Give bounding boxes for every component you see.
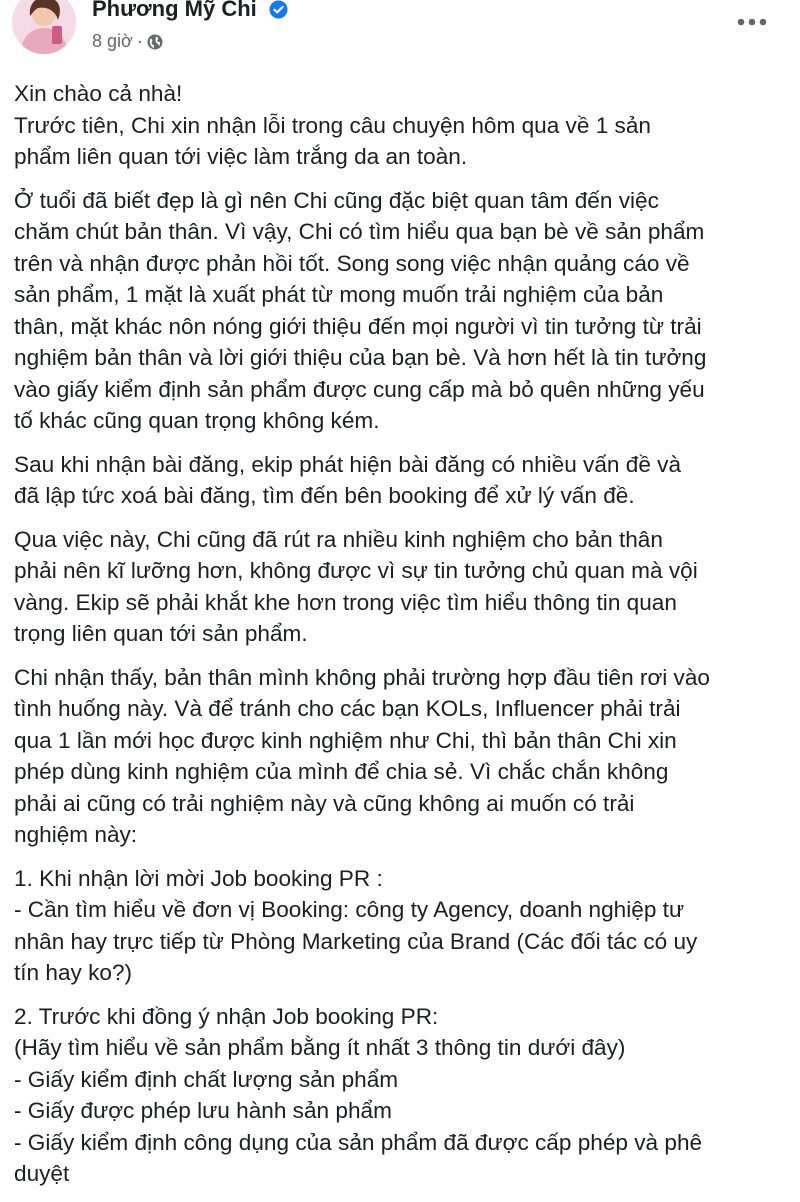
post-text-line: Trước tiên, Chi xin nhận lỗi trong câu chuyện hôm qua về 1 sản bbox=[14, 112, 651, 138]
post-text-line: tình huống này. Và để tránh cho các bạn KOLs, Influencer phải trải bbox=[14, 696, 681, 721]
post-paragraph bbox=[14, 662, 790, 851]
post-text-line: tố khác cũng quan trọng không kém. bbox=[14, 408, 380, 433]
post-paragraph bbox=[14, 185, 790, 437]
post-meta bbox=[92, 30, 163, 55]
post-header bbox=[0, 0, 800, 60]
author-name-row bbox=[92, 0, 288, 25]
post-text-line: Sau khi nhận bài đăng, ekip phát hiện bài đăng có nhiều vấn đề và bbox=[14, 451, 682, 477]
post-body bbox=[14, 78, 790, 1202]
post-text-line: nghiệm này: bbox=[14, 822, 138, 847]
post-text-line: - Giấy được phép lưu hành sản phẩm bbox=[14, 1098, 392, 1123]
post-text-line: phép dùng kinh nghiệm của mình để chia sẻ. Vì chắc chắn không bbox=[14, 759, 669, 784]
post-timestamp[interactable]: 8 giờ bbox=[92, 31, 133, 51]
post-paragraph bbox=[14, 863, 790, 989]
post-text-line: sản phẩm, 1 mặt là xuất phát từ mong muốn trải nghiệm của bản bbox=[14, 282, 664, 307]
post-paragraph bbox=[14, 78, 790, 173]
post-text-line: - Giấy kiểm định chất lượng sản phẩm bbox=[14, 1066, 399, 1092]
post-text-line: (Hãy tìm hiểu về sản phẩm bằng ít nhất 3 thông tin dưới đây) bbox=[14, 1035, 626, 1060]
post-text-line: 2. Trước khi đồng ý nhận Job booking PR: bbox=[14, 1003, 439, 1029]
post-text-line: duyệt bbox=[14, 1161, 70, 1186]
post-text-line: đã lập tức xoá bài đăng, tìm đến bên booking để xử lý vấn đề. bbox=[14, 483, 635, 508]
post-text-line: phẩm liên quan tới việc làm trắng da an toàn. bbox=[14, 144, 468, 169]
post-text-line: vào giấy kiểm định sản phẩm được cung cấp mà bỏ quên những yếu bbox=[14, 376, 705, 402]
meta-separator: · bbox=[136, 31, 143, 51]
avatar[interactable] bbox=[12, 0, 76, 54]
globe-icon[interactable] bbox=[147, 33, 163, 55]
post-text-line: 1. Khi nhận lời mời Job booking PR : bbox=[14, 865, 383, 891]
post-text-line: vàng. Ekip sẽ phải khắt khe hơn trong việc tìm hiểu thông tin quan bbox=[14, 589, 677, 615]
post-text-line: phải ai cũng có trải nghiệm này và cũng không ai muốn có trải bbox=[14, 790, 635, 816]
post-paragraph bbox=[14, 449, 790, 512]
post-text-line: qua 1 lần mới học được kinh nghiệm như Chi, thì bản thân Chi xin bbox=[14, 727, 677, 753]
author-name[interactable]: Phương Mỹ Chi bbox=[92, 0, 257, 21]
post-text-line: trọng liên quan tới sản phẩm. bbox=[14, 621, 308, 646]
post-text-line: Ở tuổi đã biết đẹp là gì nên Chi cũng đặc biệt quan tâm đến việc bbox=[14, 187, 659, 213]
post-text-line: tín hay ko?) bbox=[14, 960, 133, 985]
post-text-line: - Cần tìm hiểu về đơn vị Booking: công ty Agency, doanh nghiệp tư bbox=[14, 897, 685, 922]
post-text-line: trên và nhận được phản hồi tốt. Song song việc nhận quảng cáo về bbox=[14, 250, 690, 276]
post-text-line: nghiệm bản thân và lời giới thiệu của bạn bè. Và hơn hết là tin tưởng bbox=[14, 345, 707, 370]
more-options-icon bbox=[737, 18, 767, 26]
post-text-line: Xin chào cả nhà! bbox=[14, 81, 183, 106]
post-text-line: phải nên kĩ lưỡng hơn, không được vì sự tin tưởng chủ quan mà vội bbox=[14, 558, 698, 583]
more-options-button[interactable] bbox=[732, 10, 772, 34]
post-paragraph bbox=[14, 1001, 790, 1190]
post-text-line: thân, mặt khác nôn nóng giới thiệu đến mọi người vì tin tưởng từ trải bbox=[14, 313, 702, 339]
post-text-line: Qua việc này, Chi cũng đã rút ra nhiều kinh nghiệm cho bản thân bbox=[14, 526, 663, 552]
post-text-line: nhân hay trực tiếp từ Phòng Marketing của Brand (Các đối tác có uy bbox=[14, 928, 698, 954]
post-text-line: chăm chút bản thân. Vì vậy, Chi có tìm hiểu qua bạn bè về sản phẩm bbox=[14, 219, 705, 244]
avatar-image bbox=[12, 0, 76, 54]
post-text-line: Chi nhận thấy, bản thân mình không phải trường hợp đầu tiên rơi vào bbox=[14, 664, 710, 690]
verified-badge-icon bbox=[269, 0, 288, 25]
post-text-line: - Giấy kiểm định công dụng của sản phẩm đã được cấp phép và phê bbox=[14, 1129, 703, 1155]
post-paragraph bbox=[14, 524, 790, 650]
